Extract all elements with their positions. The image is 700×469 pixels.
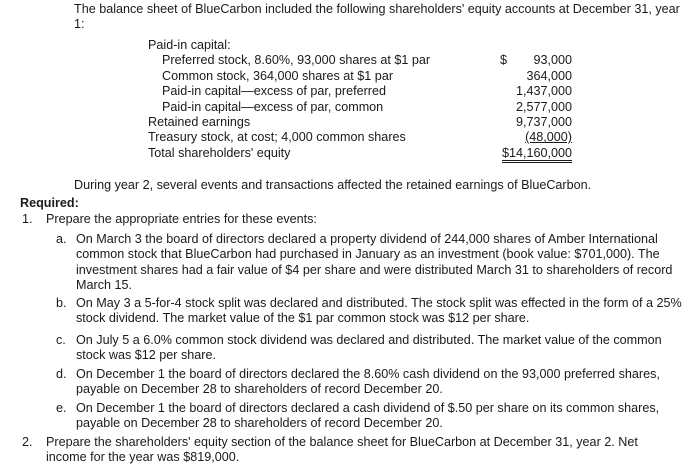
item-letter-b: b. bbox=[56, 296, 67, 310]
q2-text: Prepare the shareholders' equity section of the balance sheet for BlueCarbon at December 31, year 2. Net income for the year was $819,000. bbox=[46, 435, 638, 465]
table-row bbox=[148, 84, 578, 99]
row-amount: 364,000 bbox=[526, 68, 572, 83]
q1-number: 1. bbox=[22, 212, 33, 226]
row-label: Paid-in capital—excess of par, preferred bbox=[162, 84, 386, 99]
item-c-text: On July 5 a 6.0% common stock dividend was declared and distributed. The market value of the common stock was $12 per share. bbox=[76, 333, 662, 363]
item-letter-c: c. bbox=[56, 333, 66, 347]
row-label: Paid-in capital—excess of par, common bbox=[162, 99, 384, 114]
item-d-text: On December 1 the board of directors declared the 8.60% cash dividend on the 93,000 preferred shares, payable on December 28 to shareholders of record December 20. bbox=[76, 367, 660, 397]
required-heading: Required: bbox=[20, 196, 79, 210]
row-amount: (48,000) bbox=[525, 130, 572, 145]
item-a-text: On March 3 the board of directors declared a property dividend of 244,000 shares of Amber International common stock that BlueCarbon had purchased in January as an investment (book value: $701,000). The investment shares had a fair value of $4 per share and were distributed March 31 to shareholders of record March 15. bbox=[76, 232, 673, 293]
table-header-row bbox=[148, 38, 578, 53]
item-e-text: On December 1 the board of directors declared a cash dividend of $.50 per share on its common shares, payable on December 28 to shareholders of record December 20. bbox=[76, 401, 660, 431]
total-row bbox=[148, 146, 578, 161]
dollar-sign: $ bbox=[500, 53, 508, 68]
row-label: Treasury stock, at cost; 4,000 common shares bbox=[148, 130, 406, 145]
row-label: Preferred stock, 8.60%, 93,000 shares at $1 par bbox=[162, 53, 431, 68]
table-row bbox=[148, 53, 578, 68]
item-letter-a: a. bbox=[56, 232, 67, 246]
paid-in-capital-header: Paid-in capital: bbox=[148, 38, 231, 52]
row-amount: 1,437,000 bbox=[515, 84, 572, 99]
q2-number: 2. bbox=[22, 435, 33, 449]
row-amount: 93,000 bbox=[533, 53, 572, 68]
intro-text: The balance sheet of BlueCarbon included the following shareholders' equity accounts at December 31, year 1: bbox=[74, 2, 680, 32]
item-letter-d: d. bbox=[56, 367, 67, 381]
row-amount: 2,577,000 bbox=[515, 99, 572, 114]
row-label: Common stock, 364,000 shares at $1 par bbox=[162, 68, 394, 83]
retained-earnings-row bbox=[148, 115, 578, 130]
item-b-text: On May 3 a 5-for-4 stock split was declared and distributed. The stock split was effected in the form of a 25% stock dividend. The market value of the $1 par common stock was $12 per share. bbox=[76, 296, 682, 326]
table-row bbox=[148, 100, 578, 115]
table-row bbox=[148, 69, 578, 84]
item-letter-e: e. bbox=[56, 401, 67, 415]
total-amount: $14,160,000 bbox=[502, 146, 572, 163]
row-label: Retained earnings bbox=[148, 114, 251, 129]
during-year-text: During year 2, several events and transactions affected the retained earnings of BlueCarbon. bbox=[74, 178, 592, 192]
row-label: Total shareholders' equity bbox=[148, 145, 291, 160]
q1-text: Prepare the appropriate entries for these events: bbox=[46, 212, 317, 226]
equity-table bbox=[148, 38, 578, 161]
row-amount: 9,737,000 bbox=[515, 114, 572, 129]
treasury-stock-row bbox=[148, 130, 578, 145]
